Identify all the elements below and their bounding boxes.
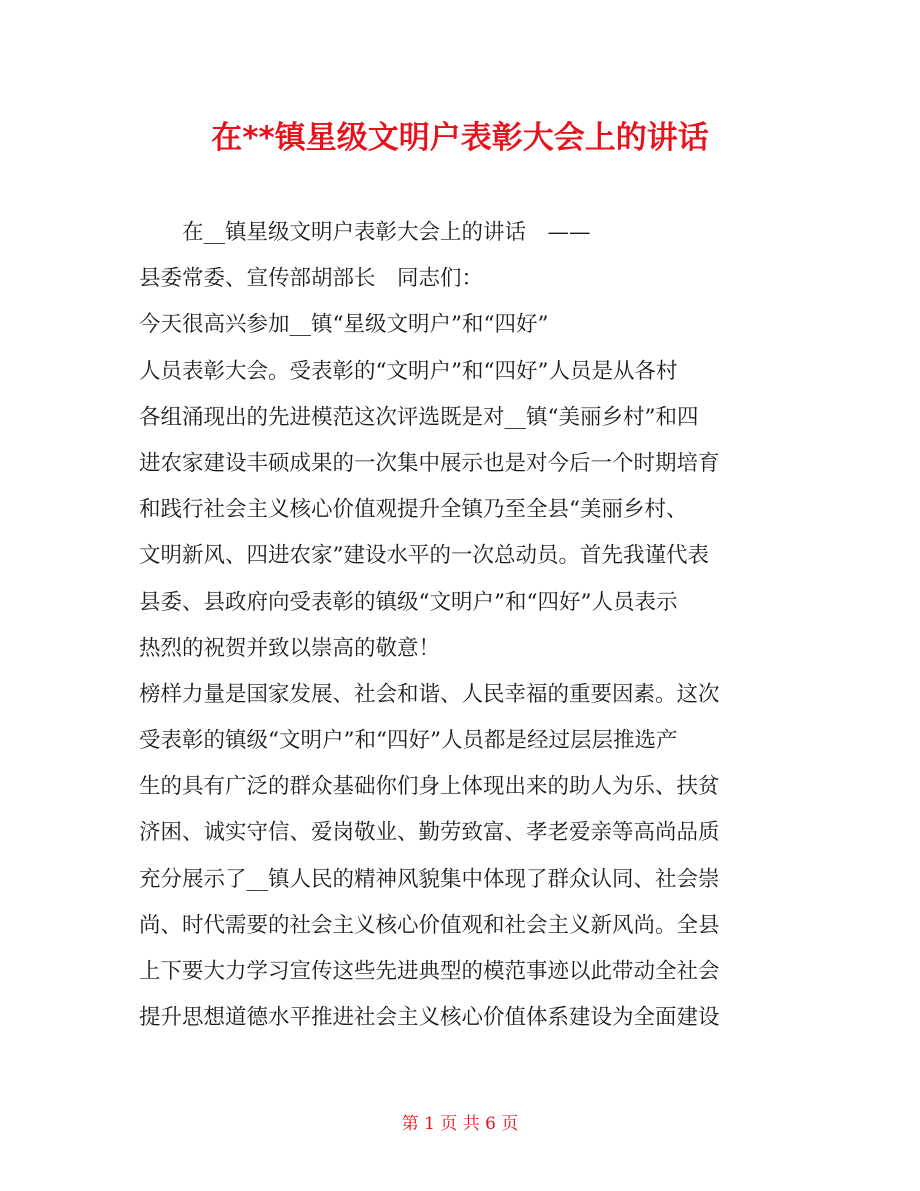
body-line: 和践行社会主义核心价值观提升全镇乃至全县“美丽乡村、 xyxy=(139,497,688,523)
body-line: 上下要大力学习宣传这些先进典型的模范事迹以此带动全社会 xyxy=(139,959,720,984)
body-line: 热烈的祝贺并致以崇高的敬意！ xyxy=(139,635,441,661)
body-line: 县委、县政府向受表彰的镇级“文明户”和“四好”人员表示 xyxy=(139,589,678,615)
document-body xyxy=(139,210,789,1041)
body-line: 充分展示了__镇人民的精神风貌集中体现了群众认同、社会崇 xyxy=(139,866,720,892)
body-line: 各组涌现出的先进模范这次评选既是对__镇“美丽乡村”和四 xyxy=(139,404,699,430)
body-line: 文明新风、四进农家”建设水平的一次总动员。首先我谨代表 xyxy=(139,543,709,569)
body-line: 人员表彰大会。受表彰的“文明户”和“四好”人员是从各村 xyxy=(139,358,678,384)
body-line: 榜样力量是国家发展、社会和谐、人民幸福的重要因素。这次 xyxy=(139,681,720,707)
body-line: 生的具有广泛的群众基础你们身上体现出来的助人为乐、扶贫 xyxy=(139,774,720,800)
body-line: 提升思想道德水平推进社会主义核心价值体系建设为全面建设 xyxy=(139,1005,720,1031)
body-line: 济困、诚实守信、爱岗敬业、勤劳致富、孝老爱亲等高尚品质 xyxy=(139,820,720,846)
body-line: 在__镇星级文明户表彰大会上的讲话 —— xyxy=(139,220,591,245)
document-title: 在**镇星级文明户表彰大会上的讲话 xyxy=(211,120,709,156)
body-line: 尚、时代需要的社会主义核心价值观和社会主义新风尚。全县 xyxy=(139,912,720,938)
body-line: 受表彰的镇级“文明户”和“四好”人员都是经过层层推选产 xyxy=(139,728,678,754)
page-number-footer: 第 1 页 共 6 页 xyxy=(401,1114,519,1134)
body-line: 县委常委、宣传部胡部长 同志们： xyxy=(139,266,484,292)
body-line: 进农家建设丰硕成果的一次集中展示也是对今后一个时期培育 xyxy=(139,450,720,476)
body-line: 今天很高兴参加__镇“星级文明户”和“四好” xyxy=(139,312,549,338)
